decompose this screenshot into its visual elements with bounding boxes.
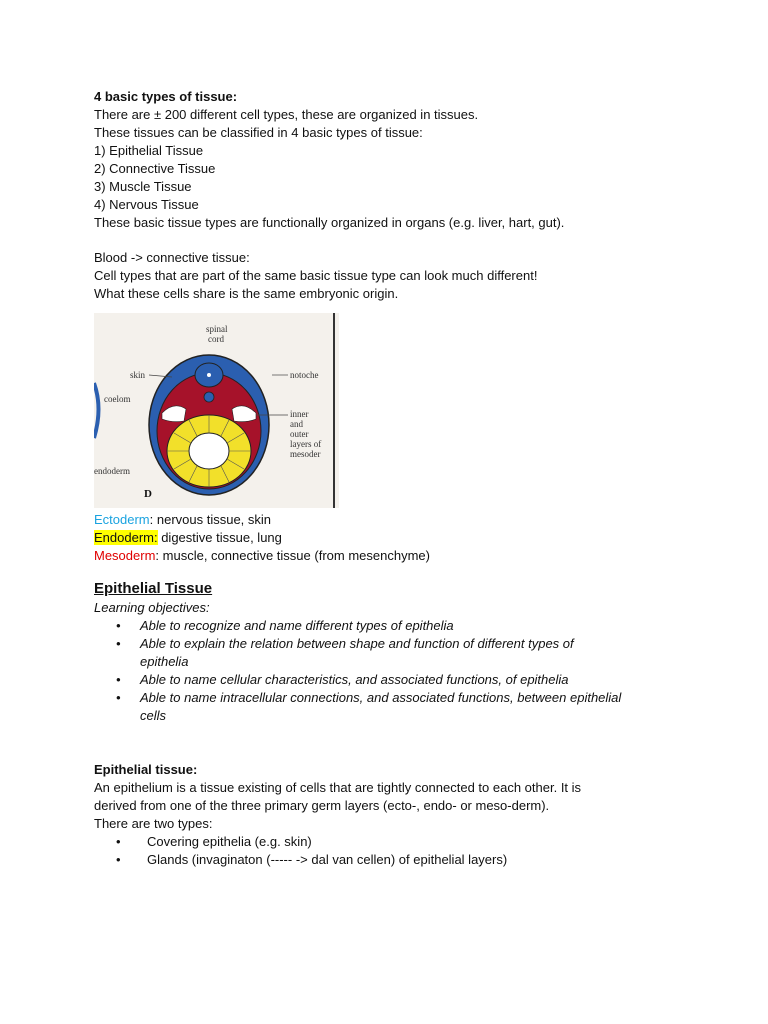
- label-skin: skin: [130, 370, 146, 380]
- definition-line-2: derived from one of the three primary germ layers (ecto-, endo- or meso-derm).: [94, 798, 550, 813]
- endoderm-line: [94, 529, 694, 547]
- embryo-diagram: [94, 313, 339, 508]
- epithelia-type-item: • Covering epithelia (e.g. skin): [116, 834, 312, 849]
- tissue-type-item: 1) Epithelial Tissue: [94, 143, 204, 158]
- tissue-type-item: 2) Connective Tissue: [94, 161, 216, 176]
- epithelial-tissue-heading: Epithelial tissue:: [94, 762, 198, 777]
- mesoderm-desc: : muscle, connective tissue (from mesenchyme): [155, 548, 430, 563]
- label-notochord: notoche: [290, 370, 319, 380]
- tissue-type-item: 4) Nervous Tissue: [94, 197, 199, 212]
- label-spinal: spinal: [206, 324, 228, 334]
- notochord: [204, 392, 214, 402]
- organs-text: These basic tissue types are functionally organized in organs (e.g. liver, hart, gut).: [94, 215, 565, 230]
- two-types-text: There are two types:: [94, 816, 213, 831]
- intro-text: There are ± 200 different cell types, these are organized in tissues.: [94, 107, 479, 122]
- endoderm-term: Endoderm:: [94, 530, 158, 545]
- label-endoderm: endoderm: [94, 466, 130, 476]
- ectoderm-line: [94, 511, 694, 529]
- document-page: [94, 88, 694, 869]
- objective-item: • Able to recognize and name different types of epithelia: [116, 618, 454, 633]
- tissue-type-item: 3) Muscle Tissue: [94, 179, 192, 194]
- objective-item: • Able to name cellular characteristics, and associated functions, of epithelia: [116, 672, 569, 687]
- epithelial-tissue-title: Epithelial Tissue: [94, 580, 213, 597]
- objective-item: • Able to explain the relation between shape and function of different types of: [116, 636, 574, 651]
- objective-item-continued: epithelia: [140, 654, 189, 669]
- objectives-list: [94, 617, 694, 725]
- ectoderm-desc: : nervous tissue, skin: [149, 512, 272, 527]
- neural-canal: [207, 373, 211, 377]
- label-layers: layers of: [290, 439, 322, 449]
- embryonic-origin-text: What these cells share is the same embryonic origin.: [94, 286, 399, 301]
- look-different-text: Cell types that are part of the same basic tissue type can look much different!: [94, 268, 538, 283]
- definition-line-1: An epithelium is a tissue existing of cells that are tightly connected to each other. It is: [94, 780, 582, 795]
- panel-label: D: [144, 488, 152, 500]
- label-mesoderm: mesoder: [290, 449, 321, 459]
- label-inner: inner: [290, 409, 309, 419]
- label-cord: cord: [208, 334, 224, 344]
- blood-text: Blood -> connective tissue:: [94, 250, 250, 265]
- objective-item-continued: cells: [140, 708, 167, 723]
- section-heading-tissue-types: 4 basic types of tissue:: [94, 89, 238, 104]
- epithelia-type-item: • Glands (invaginaton (----- -> dal van cellen) of epithelial layers): [116, 852, 508, 867]
- label-coelom: coelom: [104, 394, 131, 404]
- mesoderm-term: Mesoderm: [94, 548, 156, 563]
- mesoderm-line: [94, 547, 694, 565]
- label-and: and: [290, 419, 303, 429]
- gut-lumen: [189, 433, 229, 469]
- learning-objectives-label: Learning objectives:: [94, 600, 210, 615]
- objective-item: • Able to name intracellular connections, and associated functions, between epithelial: [116, 690, 622, 705]
- label-outer: outer: [290, 429, 309, 439]
- embryo-cross-section-figure: [94, 313, 339, 508]
- epithelia-types-list: [94, 833, 694, 869]
- endoderm-desc: digestive tissue, lung: [157, 530, 282, 545]
- ectoderm-term: Ectoderm: [94, 512, 150, 527]
- classify-text: These tissues can be classified in 4 basic types of tissue:: [94, 125, 423, 140]
